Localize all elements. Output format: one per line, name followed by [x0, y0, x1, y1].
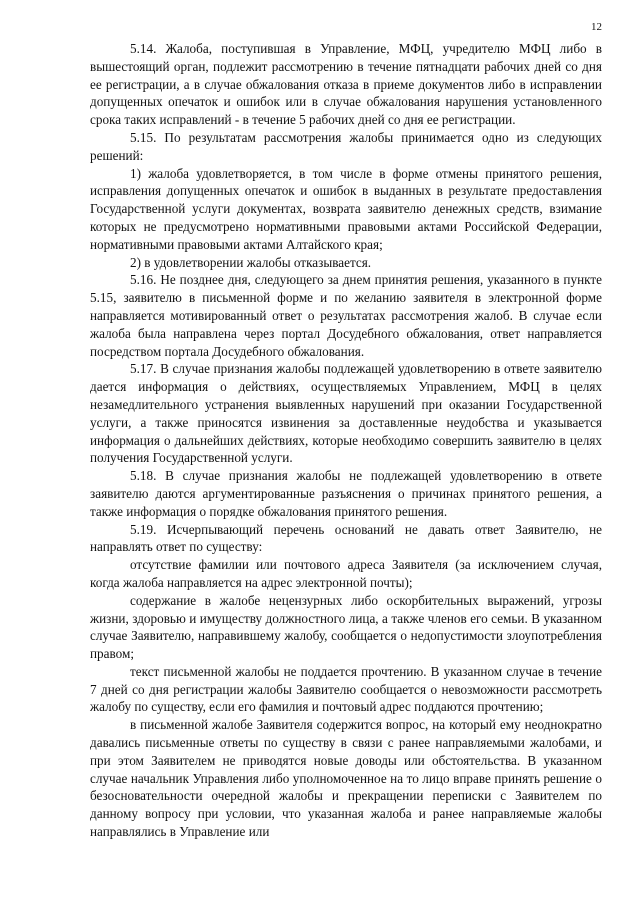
paragraph-5-18: 5.18. В случае признания жалобы не подлежащей удовлетворению в ответе заявителю даются аргументированные разъяснения о причинах принятого решения, а также информация о порядке обжалования принятого решения.: [90, 468, 602, 519]
page-number: 12: [591, 21, 602, 33]
paragraph-5-16: 5.16. Не позднее дня, следующего за днем принятия решения, указанного в пункте 5.15, заявителю в письменной форме и по желанию заявителя в электронной форме направляется мотивированный ответ о результатах рассмотрения жалоб. В случае если жалоба была направлена через портал Досудебного обжалования, ответ направляется посредством портала Досудебного обжалования.: [90, 272, 602, 359]
paragraph-5-15-item-1: 1) жалоба удовлетворяется, в том числе в форме отмены принятого решения, исправления допущенных опечаток и ошибок в выданных в результате предоставления Государственной услуги документах, возврата заявителю денежных средств, взимание которых не предусмотрено нормативными правовыми актами Российской Федерации, нормативными правовыми актами Алтайского края;: [90, 165, 602, 252]
paragraph-5-19-reason-2: содержание в жалобе нецензурных либо оскорбительных выражений, угрозы жизни, здоровью и имуществу должностного лица, а также членов его семьи. В указанном случае Заявителю, направившему жалобу, сообщается о недопустимости злоупотребления правом;: [90, 592, 602, 662]
paragraph-5-19-reason-4: в письменной жалобе Заявителя содержится вопрос, на который ему неоднократно давались письменные ответы по существу в связи с ранее направляемыми жалобами, и при этом Заявителем не приводятся новые доводы или обстоятельства. В указанном случае начальник Управления либо уполномоченное на то лицо вправе принять решение о безосновательности очередной жалобы и прекращении переписки с Заявителем по данному вопросу при условии, что указанная жалоба и ранее направляемые жалобы направлялись в Управление или: [90, 717, 602, 840]
paragraph-5-17: 5.17. В случае признания жалобы подлежащей удовлетворению в ответе заявителю дается информация о действиях, осуществляемых Управлением, МФЦ в целях незамедлительного устранения выявленных нарушений при оказании Государственной услуги, а также приносятся извинения за доставленные неудобства и указывается информация о дальнейших действиях, которые необходимо совершить заявителю в целях получения Государственной услуги.: [90, 361, 602, 466]
paragraph-5-19-reason-1: отсутствие фамилии или почтового адреса Заявителя (за исключением случая, когда жалоба направляется на адрес электронной почты);: [90, 557, 602, 590]
paragraph-5-15-item-2: 2) в удовлетворении жалобы отказывается.: [130, 254, 372, 270]
paragraph-5-14: 5.14. Жалоба, поступившая в Управление, МФЦ, учредителю МФЦ либо в вышестоящий орган, подлежит рассмотрению в течение пятнадцати рабочих дней со дня ее регистрации, а в случае обжалования отказа в приеме документов либо в исправлении допущенных опечаток и ошибок или в случае обжалования нарушения установленного срока таких исправлений - в течение 5 рабочих дней со дня ее регистрации.: [90, 41, 602, 128]
paragraph-5-19: 5.19. Исчерпывающий перечень оснований не давать ответ Заявителю, не направлять ответ по существу:: [90, 521, 602, 555]
paragraph-5-15: 5.15. По результатам рассмотрения жалобы принимается одно из следующих решений:: [90, 129, 602, 163]
paragraph-5-19-reason-3: текст письменной жалобы не поддается прочтению. В указанном случае в течение 7 дней со дня регистрации жалобы Заявителю сообщается о невозможности рассмотреть жалобу по существу, если его фамилия и почтовый адрес поддаются прочтению;: [90, 663, 602, 715]
